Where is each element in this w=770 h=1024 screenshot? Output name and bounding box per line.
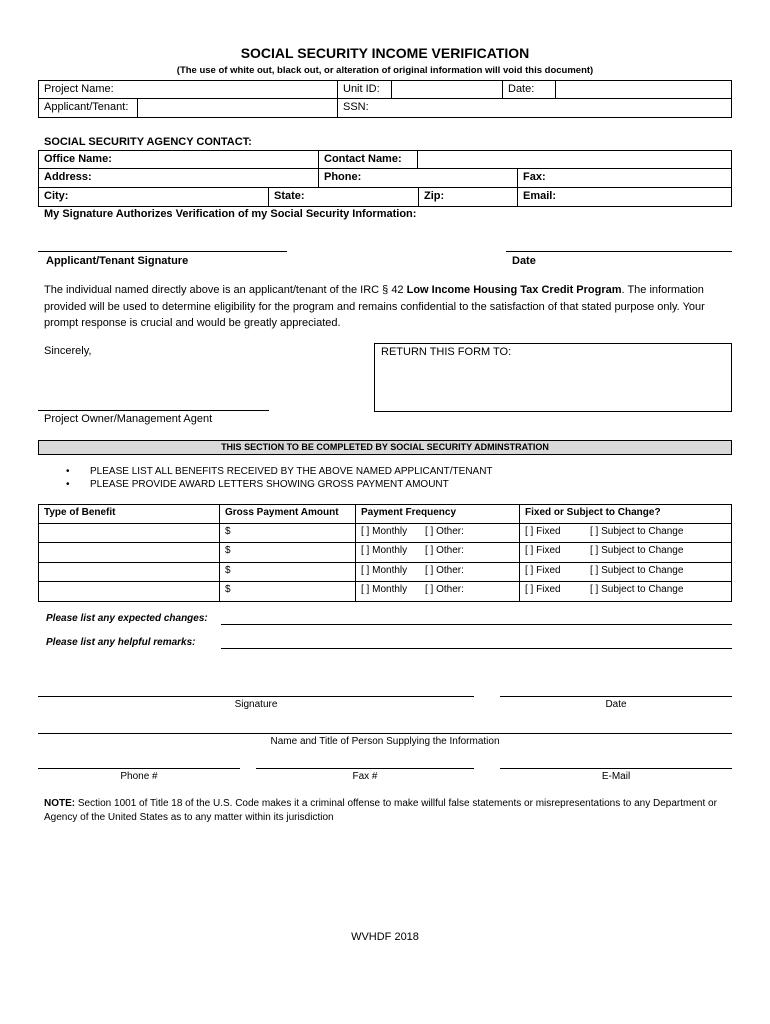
fixed-checkbox[interactable]: [ ] Fixed bbox=[525, 526, 561, 537]
table-row-frequency bbox=[355, 562, 520, 582]
table-row-type-field[interactable] bbox=[38, 542, 220, 563]
email-line[interactable] bbox=[500, 768, 732, 769]
applicant-tenant-field[interactable] bbox=[137, 98, 338, 118]
phone-label: Phone: bbox=[318, 168, 518, 188]
monthly-checkbox[interactable]: [ ] Monthly bbox=[361, 584, 408, 595]
ssn-label: SSN: bbox=[337, 98, 732, 118]
state-label: State: bbox=[268, 187, 419, 207]
applicant-date-line[interactable] bbox=[506, 251, 732, 252]
body-text-part2: . The information provided will be used to determine eligibility for the program and remains confidential to the satisfaction of that stated purpose only. Your prompt response is crucial and would be greatly appreciated. bbox=[44, 284, 705, 329]
body-text-part1: The individual named directly above is an applicant/tenant of the IRC § 42 bbox=[44, 284, 407, 296]
fax-label: Fax: bbox=[517, 168, 732, 188]
header-fixed-or-subject: Fixed or Subject to Change? bbox=[519, 504, 732, 524]
fixed-checkbox[interactable]: [ ] Fixed bbox=[525, 565, 561, 576]
other-checkbox[interactable]: [ ] Other: bbox=[425, 545, 464, 556]
page-title: SOCIAL SECURITY INCOME VERIFICATION bbox=[240, 45, 530, 61]
contact-name-label: Contact Name: bbox=[318, 150, 418, 169]
table-row-type-field[interactable] bbox=[38, 523, 220, 543]
subject-to-change-checkbox[interactable]: [ ] Subject to Change bbox=[590, 526, 684, 537]
return-form-box[interactable] bbox=[374, 343, 732, 412]
applicant-signature-label: Applicant/Tenant Signature bbox=[46, 255, 189, 267]
bullet-1-text: PLEASE LIST ALL BENEFITS RECEIVED BY THE ABOVE NAMED APPLICANT/TENANT bbox=[90, 466, 493, 477]
ssa-date-line[interactable] bbox=[500, 696, 732, 697]
legal-note bbox=[44, 797, 734, 825]
unit-id-label: Unit ID: bbox=[337, 80, 392, 99]
bullet-icon: • bbox=[66, 479, 70, 490]
ssa-date-label: Date bbox=[605, 699, 627, 710]
table-row-change bbox=[519, 581, 732, 602]
monthly-checkbox[interactable]: [ ] Monthly bbox=[361, 565, 408, 576]
expected-changes-label: Please list any expected changes: bbox=[46, 613, 208, 624]
monthly-checkbox[interactable]: [ ] Monthly bbox=[361, 526, 408, 537]
email-label-bottom: E-Mail bbox=[601, 771, 631, 782]
expected-changes-line[interactable] bbox=[221, 624, 732, 625]
fixed-checkbox[interactable]: [ ] Fixed bbox=[525, 584, 561, 595]
helpful-remarks-line[interactable] bbox=[221, 648, 732, 649]
contact-name-field[interactable] bbox=[417, 150, 732, 169]
sincerely-text: Sincerely, bbox=[44, 345, 92, 357]
applicant-date-label: Date bbox=[512, 255, 536, 267]
fax-label-bottom: Fax # bbox=[352, 771, 378, 782]
helpful-remarks-label: Please list any helpful remarks: bbox=[46, 637, 196, 648]
return-form-label: RETURN THIS FORM TO: bbox=[381, 346, 512, 358]
table-row-amount-field[interactable] bbox=[219, 562, 356, 582]
fax-line[interactable] bbox=[256, 768, 474, 769]
owner-agent-signature-line[interactable] bbox=[38, 410, 269, 411]
table-row-type-field[interactable] bbox=[38, 562, 220, 582]
table-row-change bbox=[519, 562, 732, 582]
date-label: Date: bbox=[502, 80, 556, 99]
table-row-change bbox=[519, 523, 732, 543]
header-gross-payment: Gross Payment Amount bbox=[219, 504, 356, 524]
ssa-section-banner: THIS SECTION TO BE COMPLETED BY SOCIAL SECURITY ADMINSTRATION bbox=[38, 440, 732, 455]
phone-line[interactable] bbox=[38, 768, 240, 769]
dollar-sign: $ bbox=[225, 545, 231, 556]
table-row-frequency bbox=[355, 523, 520, 543]
office-name-label: Office Name: bbox=[38, 150, 319, 169]
header-type-of-benefit: Type of Benefit bbox=[38, 504, 220, 524]
name-title-line[interactable] bbox=[38, 733, 732, 734]
table-row-amount-field[interactable] bbox=[219, 542, 356, 563]
other-checkbox[interactable]: [ ] Other: bbox=[425, 526, 464, 537]
fixed-checkbox[interactable]: [ ] Fixed bbox=[525, 545, 561, 556]
body-paragraph bbox=[44, 282, 724, 332]
unit-id-field[interactable] bbox=[391, 80, 503, 99]
ssa-signature-line[interactable] bbox=[38, 696, 474, 697]
applicant-tenant-label: Applicant/Tenant: bbox=[38, 98, 138, 118]
name-title-label: Name and Title of Person Supplying the Information bbox=[270, 736, 500, 747]
phone-label: Phone # bbox=[120, 771, 158, 782]
other-checkbox[interactable]: [ ] Other: bbox=[425, 565, 464, 576]
table-row-frequency bbox=[355, 542, 520, 563]
dollar-sign: $ bbox=[225, 565, 231, 576]
table-row-amount-field[interactable] bbox=[219, 523, 356, 543]
note-label: NOTE: bbox=[44, 798, 76, 809]
other-checkbox[interactable]: [ ] Other: bbox=[425, 584, 464, 595]
subject-to-change-checkbox[interactable]: [ ] Subject to Change bbox=[590, 545, 684, 556]
bullet-icon: • bbox=[66, 466, 70, 477]
form-id: WVHDF 2018 bbox=[351, 931, 419, 943]
page-subtitle: (The use of white out, black out, or alteration of original information will void this document) bbox=[176, 65, 594, 76]
city-label: City: bbox=[38, 187, 269, 207]
dollar-sign: $ bbox=[225, 584, 231, 595]
table-row-amount-field[interactable] bbox=[219, 581, 356, 602]
table-row-change bbox=[519, 542, 732, 563]
monthly-checkbox[interactable]: [ ] Monthly bbox=[361, 545, 408, 556]
table-row-type-field[interactable] bbox=[38, 581, 220, 602]
program-name: Low Income Housing Tax Credit Program bbox=[406, 284, 622, 296]
dollar-sign: $ bbox=[225, 526, 231, 537]
note-text: Section 1001 of Title 18 of the U.S. Code makes it a criminal offense to make willful false statements or misrepresentations to any Department or Agency of the United States as to any matter within its jurisdiction bbox=[44, 798, 717, 823]
subject-to-change-checkbox[interactable]: [ ] Subject to Change bbox=[590, 565, 684, 576]
owner-agent-label: Project Owner/Management Agent bbox=[44, 413, 213, 425]
header-payment-frequency: Payment Frequency bbox=[355, 504, 520, 524]
date-field[interactable] bbox=[555, 80, 732, 99]
email-label: Email: bbox=[517, 187, 732, 207]
table-row-frequency bbox=[355, 581, 520, 602]
agency-contact-heading: SOCIAL SECURITY AGENCY CONTACT: bbox=[44, 136, 252, 148]
ssa-signature-label: Signature bbox=[234, 699, 278, 710]
project-name-label: Project Name: bbox=[38, 80, 338, 99]
address-label: Address: bbox=[38, 168, 319, 188]
zip-label: Zip: bbox=[418, 187, 518, 207]
subject-to-change-checkbox[interactable]: [ ] Subject to Change bbox=[590, 584, 684, 595]
bullet-2-text: PLEASE PROVIDE AWARD LETTERS SHOWING GROSS PAYMENT AMOUNT bbox=[90, 479, 449, 490]
authorization-statement: My Signature Authorizes Verification of my Social Security Information: bbox=[44, 208, 417, 220]
applicant-signature-line[interactable] bbox=[38, 251, 287, 252]
benefits-table bbox=[38, 504, 732, 602]
